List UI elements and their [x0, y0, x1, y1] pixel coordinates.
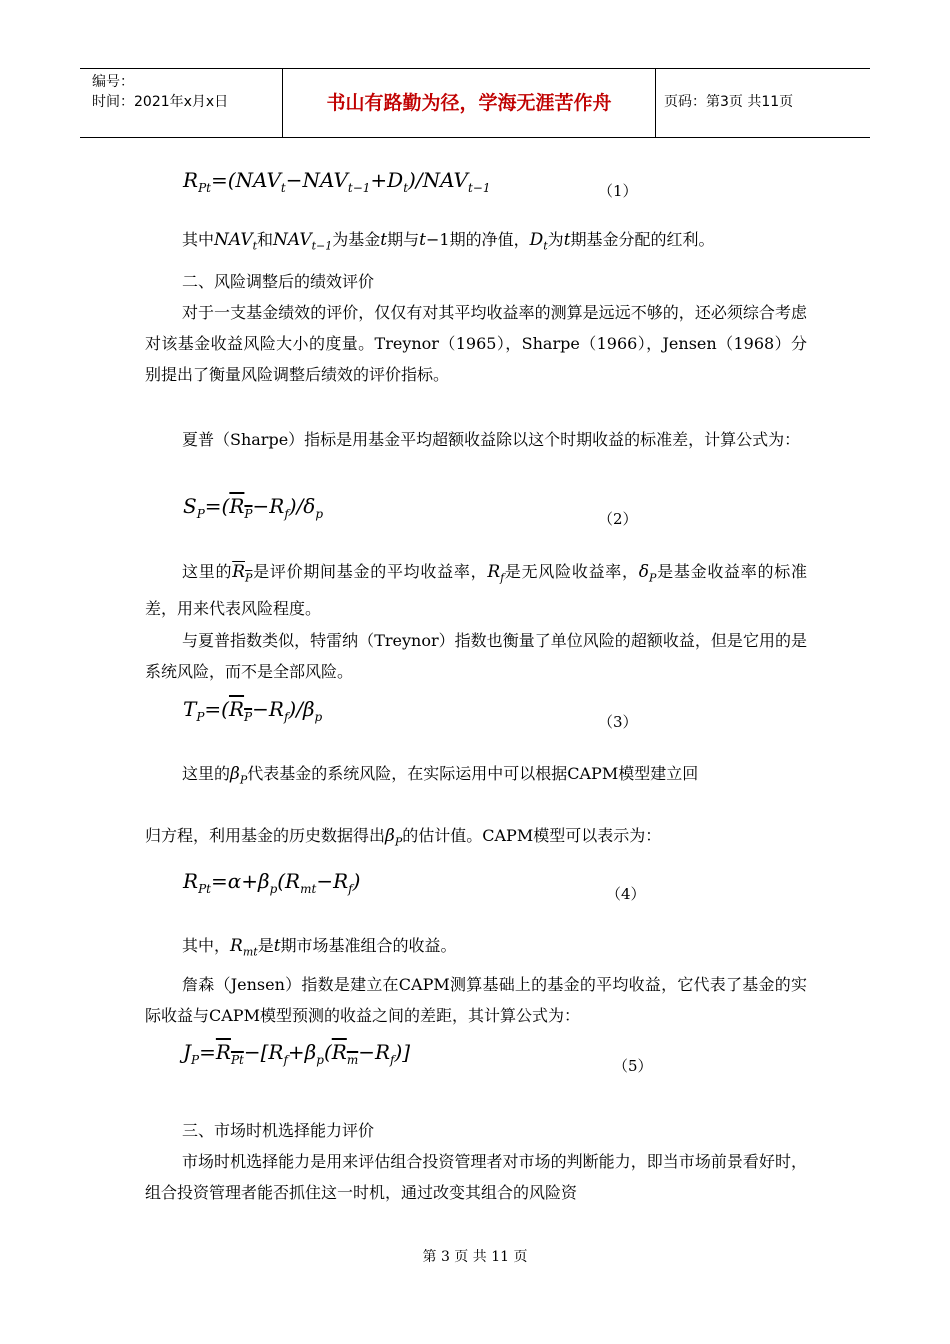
- text-p4d: 是基金收益率的标准差，用来代表风险程度。: [145, 562, 807, 619]
- text-p1f: 为: [547, 230, 564, 249]
- text-p1g: 期基金分配的红利。: [570, 230, 715, 249]
- text-p4c: 是无风险收益率，: [504, 562, 639, 581]
- time-label: 时间：2021年x月x日: [92, 94, 229, 110]
- text-p7b: 是: [257, 936, 274, 955]
- paragraph-market-timing: 市场时机选择能力是用来评估组合投资管理者对市场的判断能力，即当市场前景看好时，组合投资管理者能否抓住这一时机，通过改变其组合的风险资: [145, 1152, 807, 1202]
- text-p1e: 期的净值，: [449, 230, 530, 249]
- paragraph-nav-definition: 其中$NAV_t$和$NAV_{t-1}$为基金t期与t−1期的净值，$D_t$为t期基金分配的红利。: [182, 230, 715, 253]
- header-meta-cell: [80, 69, 283, 137]
- section-heading-3: 三、市场时机选择能力评价: [182, 1121, 375, 1140]
- section-heading-2: 二、风险调整后的绩效评价: [182, 272, 375, 291]
- paragraph-jensen: 詹森（Jensen）指数是建立在CAPM测算基础上的基金的平均收益，它代表了基金的实际收益与CAPM模型预测的收益之间的差距，其计算公式为：: [145, 975, 807, 1025]
- equation-1: $R_{Pt}=(NAV_t-NAV_{t-1}+D_t)/NAV_{t-1}$: [183, 168, 491, 195]
- text-p1b: 和: [257, 230, 274, 249]
- paragraph-beta-line2: 归方程，利用基金的历史数据得出$\beta_P$的估计值。CAPM模型可以表示为：: [145, 826, 662, 849]
- number-label: 编号：: [92, 74, 134, 90]
- equation-1-number: （1）: [598, 182, 638, 200]
- text-p7a: 其中，: [182, 936, 231, 955]
- text-p4b: 是评价期间基金的平均收益率，: [252, 562, 488, 581]
- text-p1c: 为基金: [332, 230, 381, 249]
- text-p6b: 代表基金的系统风险，在实际运用中可以根据CAPM模型建立回: [247, 764, 699, 783]
- paragraph-rmt-definition: 其中，$R_{mt}$是t期市场基准组合的收益。: [182, 936, 457, 959]
- text-p6c: 归方程，利用基金的历史数据得出: [145, 826, 386, 845]
- equation-5: $J_P=R_{Pt}-[R_f+\beta_p(R_m-R_f)]$: [183, 1040, 411, 1067]
- header-page-label: 页码：第3页 共11页: [664, 94, 794, 110]
- text-p1d: 期与: [387, 230, 420, 249]
- text-p4a: 这里的: [182, 562, 233, 581]
- text-p1a: 其中: [182, 230, 215, 249]
- equation-2-number: （2）: [598, 510, 638, 528]
- equation-4-number: （4）: [606, 885, 646, 903]
- equation-3-number: （3）: [598, 713, 638, 731]
- paragraph-risk-adjusted: 对于一支基金绩效的评价，仅仅有对其平均收益率的测算是远远不够的，还必须综合考虑对该基金收益风险大小的度量。Treynor（1965），Sharpe（1966），Jensen（1968）分别提出了衡量风险调整后绩效的评价指标。: [145, 303, 807, 384]
- header-motto: 书山有路勤为径，学海无涯苦作舟: [283, 69, 656, 137]
- equation-3: $T_P=(R_P-R_f)/\beta_p$: [183, 697, 323, 724]
- equation-2: $S_P=(R_P-R_f)/\delta_p$: [183, 494, 324, 521]
- paragraph-sharpe: 夏普（Sharpe）指标是用基金平均超额收益除以这个时期收益的标准差，计算公式为：: [182, 430, 801, 449]
- paragraph-beta-line1: 这里的$\beta_P$代表基金的系统风险，在实际运用中可以根据CAPM模型建立回: [182, 764, 699, 787]
- equation-5-number: （5）: [613, 1057, 653, 1075]
- text-p7c: 期市场基准组合的收益。: [280, 936, 457, 955]
- header-table: [80, 68, 870, 138]
- paragraph-sharpe-terms: 这里的$R_P$是评价期间基金的平均收益率，$R_f$是无风险收益率，$\delta_P$是基金收益率的标准差，用来代表风险程度。: [145, 562, 807, 619]
- text-p6d: 的估计值。CAPM模型可以表示为：: [402, 826, 662, 845]
- text-p6a: 这里的: [182, 764, 231, 783]
- equation-4: $R_{Pt}=\alpha+\beta_p(R_{mt}-R_f)$: [183, 869, 361, 896]
- page-footer: 第 3 页 共 11 页: [422, 1249, 528, 1265]
- paragraph-treynor: 与夏普指数类似，特雷纳（Treynor）指数也衡量了单位风险的超额收益，但是它用的是系统风险，而不是全部风险。: [145, 631, 807, 681]
